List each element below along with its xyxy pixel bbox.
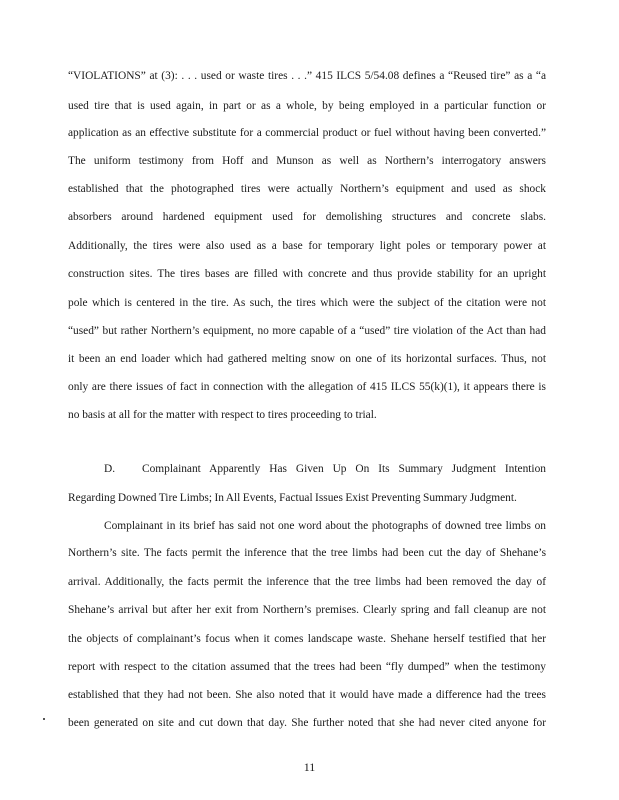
text-line: arrival. Additionally, the facts permit the inference that the tree limbs had been removed the day of — [68, 576, 546, 588]
text-line: pole which is centered in the tire. As such, the tires which were the subject of the citation were not — [68, 297, 546, 309]
text-line: report with respect to the citation assumed that the trees had been “fly dumped” when the testimony — [68, 661, 546, 673]
scan-speck — [43, 718, 45, 720]
text-line: established that the photographed tires were actually Northern’s equipment and used as shock — [68, 183, 546, 195]
text-line: Shehane’s arrival but after her exit from Northern’s premises. Clearly spring and fall cleanup are not — [68, 604, 546, 616]
text-line: established that they had not been. She also noted that it would have made a difference had the trees — [68, 689, 546, 701]
text-line: Additionally, the tires were also used as a base for temporary light poles or temporary power at — [68, 240, 546, 252]
text-line: used tire that is used again, in part or as a whole, by being employed in a particular function or — [68, 100, 546, 112]
text-line: “used” but rather Northern’s equipment, no more capable of a “used” tire violation of the Act than had — [68, 325, 546, 337]
text-line: application as an effective substitute for a commercial product or fuel without having been converted.” — [68, 127, 546, 139]
page-number: 11 — [303, 760, 316, 774]
text-line: “VIOLATIONS” at (3): . . . used or waste tires . . .” 415 ILCS 5/54.08 defines a “Reused tire” as a “a — [68, 70, 546, 82]
text-line: the objects of complainant’s focus when it comes landscape waste. Shehane herself testified that her — [68, 633, 546, 645]
section-letter: D. — [104, 463, 116, 475]
text-line: absorbers around hardened equipment used for demolishing structures and concrete slabs. — [68, 211, 546, 223]
text-line: The uniform testimony from Hoff and Munson as well as Northern’s interrogatory answers — [68, 155, 546, 167]
text-line: only are there issues of fact in connection with the allegation of 415 ILCS 55(k)(1), it appears there is — [68, 381, 546, 393]
section-heading-line1: Complainant Apparently Has Given Up On Its Summary Judgment Intention — [142, 463, 546, 475]
text-line: no basis at all for the matter with respect to tires proceeding to trial. — [68, 409, 377, 421]
text-line: Northern’s site. The facts permit the inference that the tree limbs had been cut the day of Shehane’s — [68, 547, 546, 559]
text-line: Complainant in its brief has said not one word about the photographs of downed tree limbs on — [104, 520, 546, 532]
section-heading — [104, 462, 546, 476]
text-line: been generated on site and cut down that day. She further noted that she had never cited anyone for — [68, 717, 546, 729]
text-line: it been an end loader which had gathered melting snow on one of its horizontal surfaces. Thus, not — [68, 353, 546, 365]
text-line: construction sites. The tires bases are filled with concrete and thus provide stability for an upright — [68, 268, 546, 280]
section-heading-line2: Regarding Downed Tire Limbs; In All Events, Factual Issues Exist Preventing Summary Judgment. — [68, 492, 517, 504]
